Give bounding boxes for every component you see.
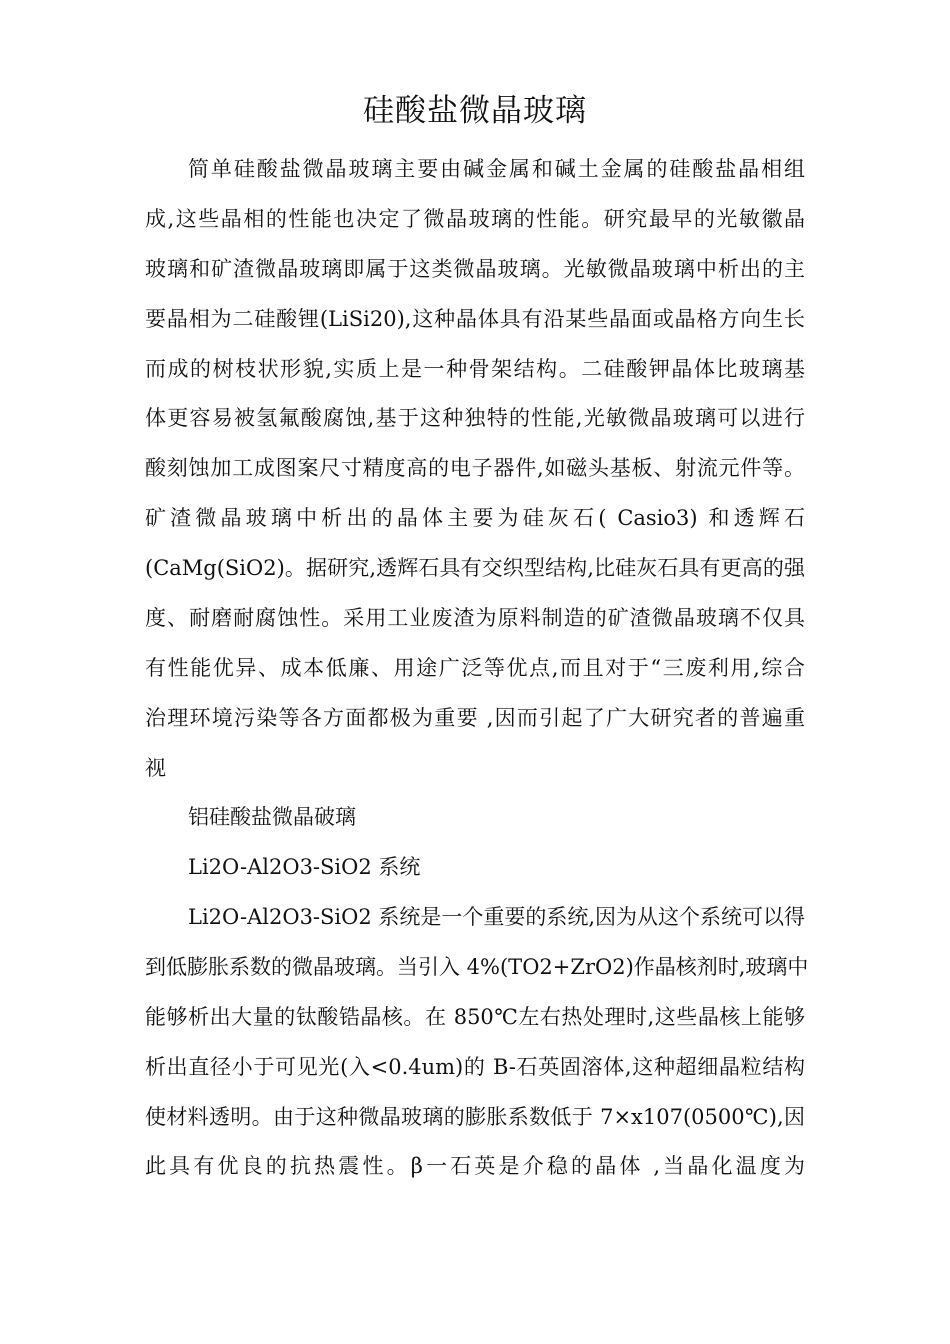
paragraph-line: 使材料透明。由于这种微晶玻璃的膨胀系数低于 7×x107(0500℃),因 <box>145 1104 805 1129</box>
paragraph-line: 有性能优异、成本低廉、用途广泛等优点,而且对于“三废利用,综合 <box>145 655 805 680</box>
paragraph-line: 治理环境污染等各方面都极为重要 ,因而引起了广大研究者的普遍重 <box>145 705 805 730</box>
paragraph-line: 成,这些晶相的性能也决定了微晶玻璃的性能。研究最早的光敏徽晶 <box>145 206 805 231</box>
paragraph-line: 矿渣微晶玻璃中析出的晶体主要为硅灰石( Casio3) 和透辉石 <box>145 506 805 531</box>
paragraph-line: 析出直径小于可见光(入<0.4um)的 B-石英固溶体,这种超细晶粒结构 <box>145 1054 805 1079</box>
paragraph-silicate <box>145 145 805 794</box>
paragraph-line: 酸刻蚀加工成图案尺寸精度高的电子器件,如磁头基板、射流元件等。 <box>145 456 805 481</box>
paragraph-line: (CaMg(SiO2)。据研究,透辉石具有交织型结构,比硅灰石具有更高的强 <box>145 556 805 581</box>
paragraph-line: 体更容易被氢氟酸腐蚀,基于这种独特的性能,光敏微晶玻璃可以进行 <box>145 406 805 431</box>
section-heading-aluminosilicate <box>145 793 805 843</box>
paragraph-line: 而成的树枝状形貌,实质上是一种骨架结构。二硅酸钾晶体比玻璃基 <box>145 356 805 381</box>
paragraph-line: 视 <box>145 755 166 780</box>
paragraph-line: 简单硅酸盐微晶玻璃主要由碱金属和碱土金属的硅酸盐晶相组 <box>188 157 805 181</box>
heading-text: Li2O-Al2O3-SiO2 系统 <box>188 855 421 879</box>
subsection-heading-system <box>145 843 805 893</box>
heading-text: 铝硅酸盐微晶破璃 <box>188 805 356 829</box>
paragraph-line: 玻璃和矿渣微晶玻璃即属于这类微晶玻璃。光敏微晶玻璃中析出的主 <box>145 256 805 281</box>
paragraph-line: 度、耐磨耐腐蚀性。采用工业废渣为原料制造的矿渣微晶玻璃不仅具 <box>145 606 805 631</box>
paragraph-line: 能够析出大量的钛酸锆晶核。在 850℃左右热处理时,这些晶核上能够 <box>145 1004 805 1029</box>
paragraph-line: 此具有优良的抗热震性。β一石英是介稳的晶体 ,当晶化温度为 <box>145 1154 805 1179</box>
paragraph-line: 到低膨胀系数的微晶玻璃。当引入 4%(TO2+ZrO2)作晶核剂时,玻璃中 <box>145 954 809 979</box>
paragraph-line: Li2O-Al2O3-SiO2 系统是一个重要的系统,因为从这个系统可以得 <box>188 905 806 929</box>
paragraph-las-system <box>145 893 809 1192</box>
document-title: 硅酸盐微晶玻璃 <box>363 93 587 129</box>
paragraph-line: 要晶相为二硅酸锂(LiSi20),这种晶体具有沿某些晶面或晶格方向生长 <box>145 306 805 331</box>
